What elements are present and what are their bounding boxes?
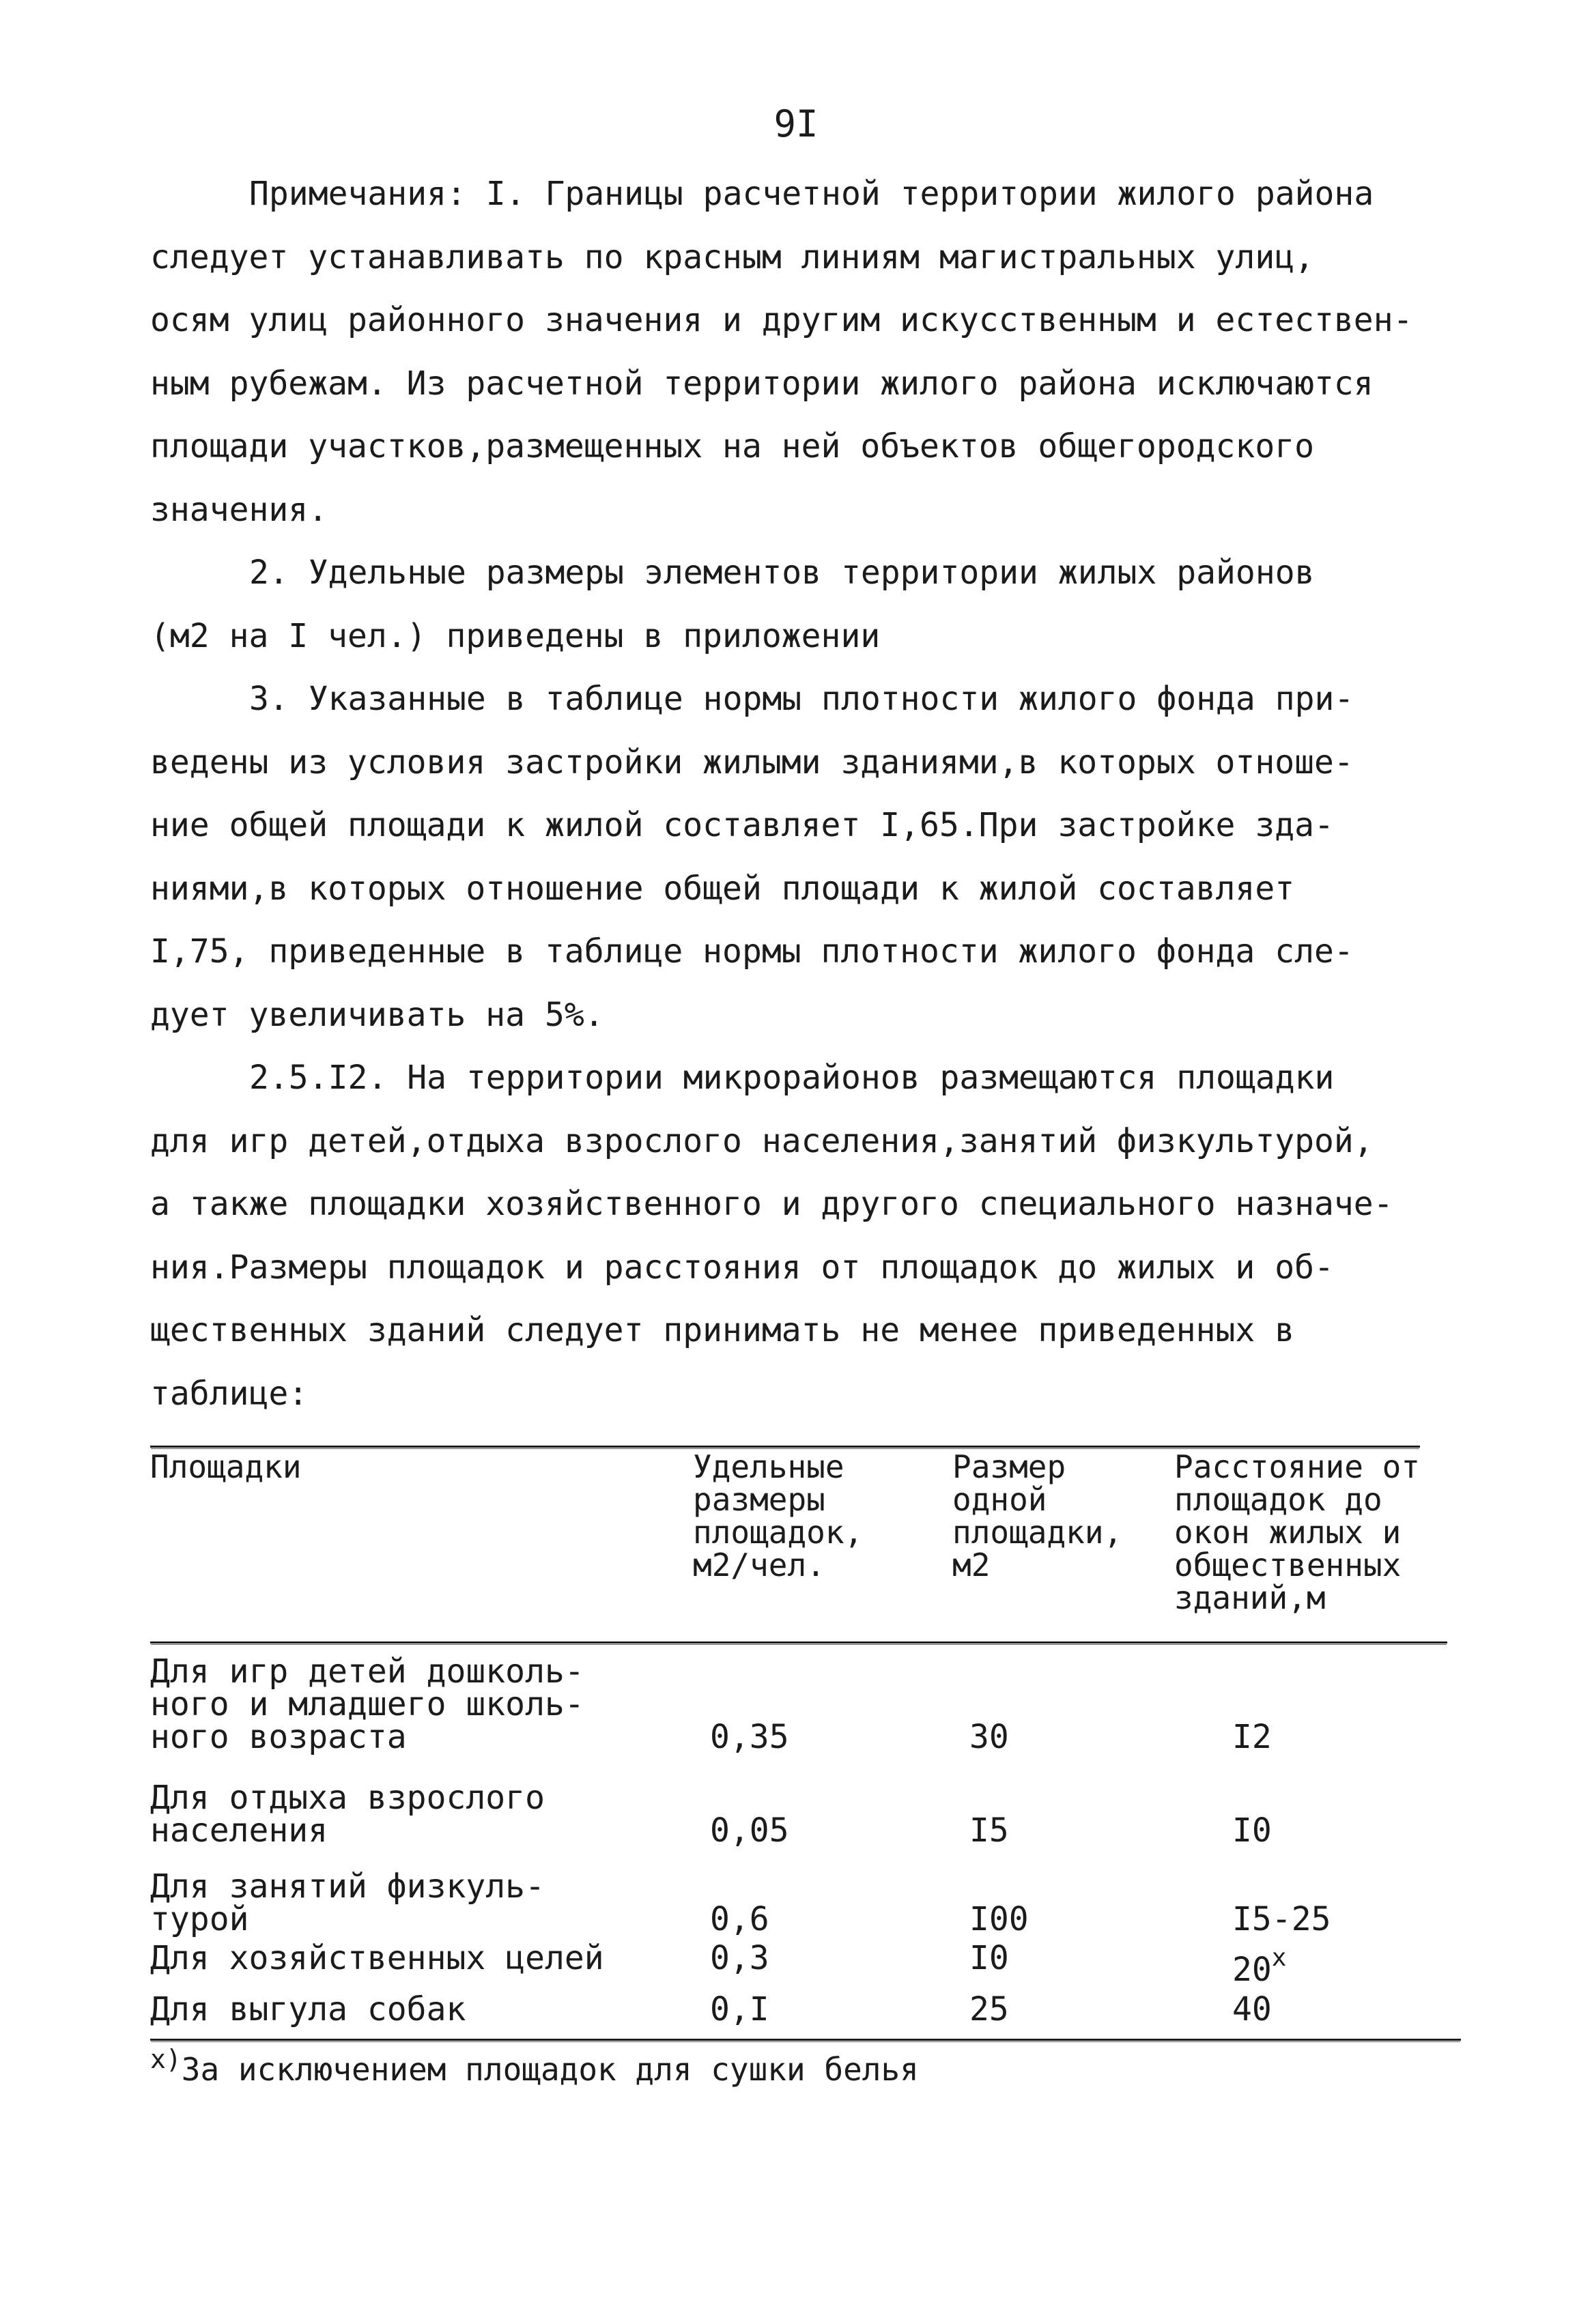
table-cell-name: Для выгула собак (150, 1990, 466, 2028)
table-cell-size (969, 1990, 1009, 2028)
paragraph-line: (м2 на I чел.) приведены в приложении (150, 616, 881, 655)
paragraph-line: Примечания: I. Границы расчетной территории жилого района (249, 175, 1374, 213)
paragraph-line: щественных зданий следует принимать не менее приведенных в (150, 1311, 1295, 1349)
table-cell-value: 0,I (710, 1990, 769, 2028)
table-cell-value: 0,35 (710, 1718, 789, 1756)
table-cell-size (969, 1939, 1009, 1977)
table-cell-name: Для игр детей дошколь- ного и младшего школь- ного возраста (150, 1652, 584, 1756)
body-text (150, 162, 1447, 1425)
table-cell-value: I2 (1232, 1718, 1272, 1756)
paragraph-line: ние общей площади к жилой составляет I,65.При застройке зда- (150, 806, 1334, 844)
table-top-rule (150, 1446, 1420, 1448)
table-cell-size (969, 1900, 1029, 1938)
table-cell-value: I5-25 (1232, 1900, 1331, 1938)
table-cell-distance (1232, 1942, 1287, 1989)
paragraph-line: значения. (150, 490, 328, 529)
paragraph-line: таблице: (150, 1374, 309, 1413)
table-cell-value: 40 (1232, 1990, 1272, 2028)
table-header-col2: Удельные размеры площадок, м2/чел. (693, 1448, 864, 1583)
table-bottom-rule (150, 2039, 1461, 2041)
paragraph-line: для игр детей,отдыха взрослого населения,занятий физкультурой, (150, 1121, 1374, 1160)
table-cell-distance (1232, 1900, 1331, 1938)
table-cell-distance (1232, 1811, 1272, 1850)
table-cell-value: 0,3 (710, 1939, 769, 1977)
table-cell-specific (710, 1718, 789, 1756)
table-cell-value: I0 (969, 1939, 1009, 1977)
paragraph-line: ния.Размеры площадок и расстояния от площадок до жилых и об- (150, 1248, 1334, 1287)
footnote-text: За исключением площадок для сушки белья (181, 2051, 919, 2088)
table-cell-distance (1232, 1990, 1272, 2028)
table-cell-name: Для хозяйственных целей (150, 1939, 604, 1977)
table-cell-value: 25 (969, 1990, 1009, 2028)
paragraph-line: площади участков,размещенных на ней объектов общегородского (150, 427, 1315, 465)
table-cell-value: I0 (1232, 1811, 1272, 1850)
paragraph-line: дует увеличивать на 5%. (150, 995, 604, 1034)
paragraph-line: а также площадки хозяйственного и другого специального назначе- (150, 1185, 1393, 1223)
paragraph-line: следует устанавливать по красным линиям магистральных улиц, (150, 238, 1315, 276)
table-cell-size (969, 1811, 1009, 1850)
table-header-col3: Размер одной площадки, м2 (952, 1448, 1123, 1583)
table-cell-value: I5 (969, 1811, 1009, 1850)
table-cell-specific (710, 1990, 769, 2028)
table-cell-value: I00 (969, 1900, 1029, 1938)
table-header-rule (150, 1641, 1447, 1644)
table-cell-value: 0,05 (710, 1811, 789, 1850)
paragraph-line: ведены из условия застройки жилыми зданиями,в которых отноше- (150, 743, 1354, 781)
paragraph-line: ным рубежам. Из расчетной территории жилого района исключаются (150, 364, 1374, 403)
table-cell-value: 0,6 (710, 1900, 769, 1938)
table-cell-size (969, 1718, 1009, 1756)
table-cell-distance (1232, 1718, 1272, 1756)
table-header-col1: Площадки (150, 1448, 302, 1485)
table-cell-specific (710, 1900, 769, 1938)
footnote (150, 2044, 919, 2088)
paragraph-line: 3. Указанные в таблице нормы плотности жилого фонда при- (249, 680, 1354, 718)
footnote-reference-mark: x (1271, 1944, 1287, 1972)
table-cell-name: Для занятий физкуль- турой (150, 1867, 545, 1938)
table-header-col4: Расстояние от площадок до окон жилых и общественных зданий,м (1174, 1448, 1421, 1616)
page-number: 9I (773, 102, 819, 145)
paragraph-line: 2. Удельные размеры элементов территории жилых районов (249, 554, 1315, 592)
table-cell-value: 30 (969, 1718, 1009, 1756)
paragraph-line: I,75, приведенные в таблице нормы плотности жилого фонда сле- (150, 932, 1354, 971)
table-cell-specific (710, 1811, 789, 1850)
footnote-marker: x) (150, 2044, 182, 2074)
table-cell-value: 20 (1232, 1951, 1272, 1989)
table-cell-name: Для отдыха взрослого населения (150, 1779, 545, 1850)
paragraph-line: осям улиц районного значения и другим искусственным и естествен- (150, 301, 1413, 339)
table-cell-specific (710, 1939, 769, 1977)
paragraph-line: ниями,в которых отношение общей площади к жилой составляет (150, 869, 1295, 908)
paragraph-line: 2.5.I2. На территории микрорайонов размещаются площадки (249, 1059, 1335, 1097)
